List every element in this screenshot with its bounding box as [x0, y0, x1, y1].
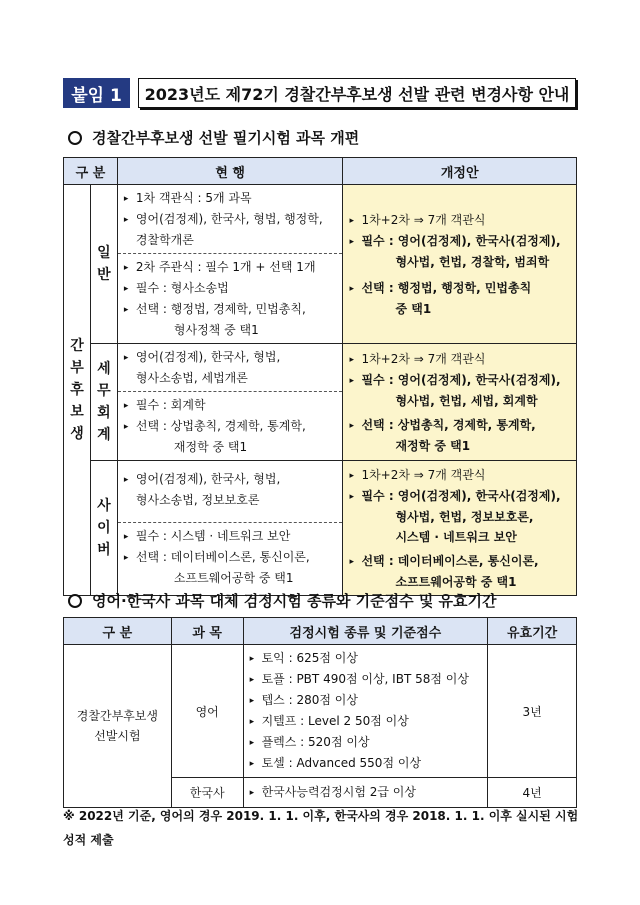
revised-cyber: ▸ 1차+2차 ⇒ 7개 객관식 ▸ 필수 : 영어(검정제), 한국사(검정제), 형사법, 헌법, 정보보호론, 시스템 · 네트워크 보안 ▸ 선택 : 데이터베이스론, 통신이론, 소프트웨어공학 중 택1 — [343, 461, 577, 596]
division-cell: 경찰간부후보생 선발시험 — [64, 645, 172, 808]
current-tax: ▸ 영어(검정제), 한국사, 형법, 형사소송법, 세법개론 ▸ 필수 : 회계학 ▸ 선택 : 상법총칙, 경제학, 통계학, 재정학 중 택1 — [117, 344, 343, 461]
current-general: ▸ 1차 객관식 : 5개 과목 ▸ 영어(검정제), 한국사, 형법, 행정학, 경찰학개론 ▸ 2차 주관식 : 필수 1개 + 선택 1개 ▸ 필수 : 형사소송법 ▸ 선택 : 행정법, 경제학, 민법총칙, 형사정책 중 택1 — [117, 185, 343, 344]
subject-reform-table — [63, 157, 577, 596]
col-header-subject: 과 목 — [171, 618, 243, 645]
col-header-validity: 유효기간 — [488, 618, 577, 645]
certification-table — [63, 617, 577, 808]
group-label: 간 부 후 보 생 — [64, 185, 91, 596]
tests-english: ▸ 토익 : 625점 이상 ▸ 토플 : PBT 490점 이상, IBT 58점 이상 ▸ 텝스 : 280점 이상 ▸ 지텔프 : Level 2 50점 이상 ▸ 플렉스 : 520점 이상 ▸ 토셀 : Advanced 550점 이상 — [243, 645, 488, 778]
section1-heading — [68, 127, 359, 148]
circle-bullet-icon — [68, 594, 82, 608]
col-header-tests: 검정시험 종류 및 기준점수 — [243, 618, 488, 645]
revised-tax: ▸ 1차+2차 ⇒ 7개 객관식 ▸ 필수 : 영어(검정제), 한국사(검정제), 형사법, 헌법, 세법, 회계학 ▸ 선택 : 상법총칙, 경제학, 통계학, 재정학 중 택1 — [343, 344, 577, 461]
row-label-tax: 세 무 회 계 — [90, 344, 117, 461]
circle-bullet-icon — [68, 131, 82, 145]
col-header-division: 구 분 — [64, 158, 118, 185]
revised-general: ▸ 1차+2차 ⇒ 7개 객관식 ▸ 필수 : 영어(검정제), 한국사(검정제), 형사법, 헌법, 경찰학, 범죄학 ▸ 선택 : 행정법, 행정학, 민법총칙 중 택1 — [343, 185, 577, 344]
document-title: 2023년도 제72기 경찰간부후보생 선발 관련 변경사항 안내 — [138, 78, 576, 108]
validity-english: 3년 — [488, 645, 577, 778]
row-label-general: 일반 — [90, 185, 117, 344]
attachment-badge: 붙임 1 — [63, 78, 130, 108]
row-label-cyber: 사 이 버 — [90, 461, 117, 596]
current-cyber: ▸ 영어(검정제), 한국사, 형법, 형사소송법, 정보보호론 ▸ 필수 : 시스템 · 네트워크 보안 ▸ 선택 : 데이터베이스론, 통신이론, 소프트웨어공학 중 택1 — [117, 461, 343, 596]
validity-history: 4년 — [488, 778, 577, 808]
section1-title: 경찰간부후보생 선발 필기시험 과목 개편 — [92, 129, 360, 147]
col-header-division: 구 분 — [64, 618, 172, 645]
col-header-revised: 개정안 — [343, 158, 577, 185]
section2-heading — [68, 590, 497, 611]
subject-english: 영어 — [171, 645, 243, 778]
tests-history: ▸ 한국사능력검정시험 2급 이상 — [243, 778, 488, 808]
section2-title: 영어·한국사 과목 대체 검정시험 종류와 기준점수 및 유효기간 — [92, 592, 497, 610]
col-header-current: 현 행 — [117, 158, 343, 185]
footnote: ※ 2022년 기준, 영어의 경우 2019. 1. 1. 이후, 한국사의 경우 2018. 1. 1. 이후 실시된 시험성적 제출 — [63, 809, 579, 847]
subject-history: 한국사 — [171, 778, 243, 808]
